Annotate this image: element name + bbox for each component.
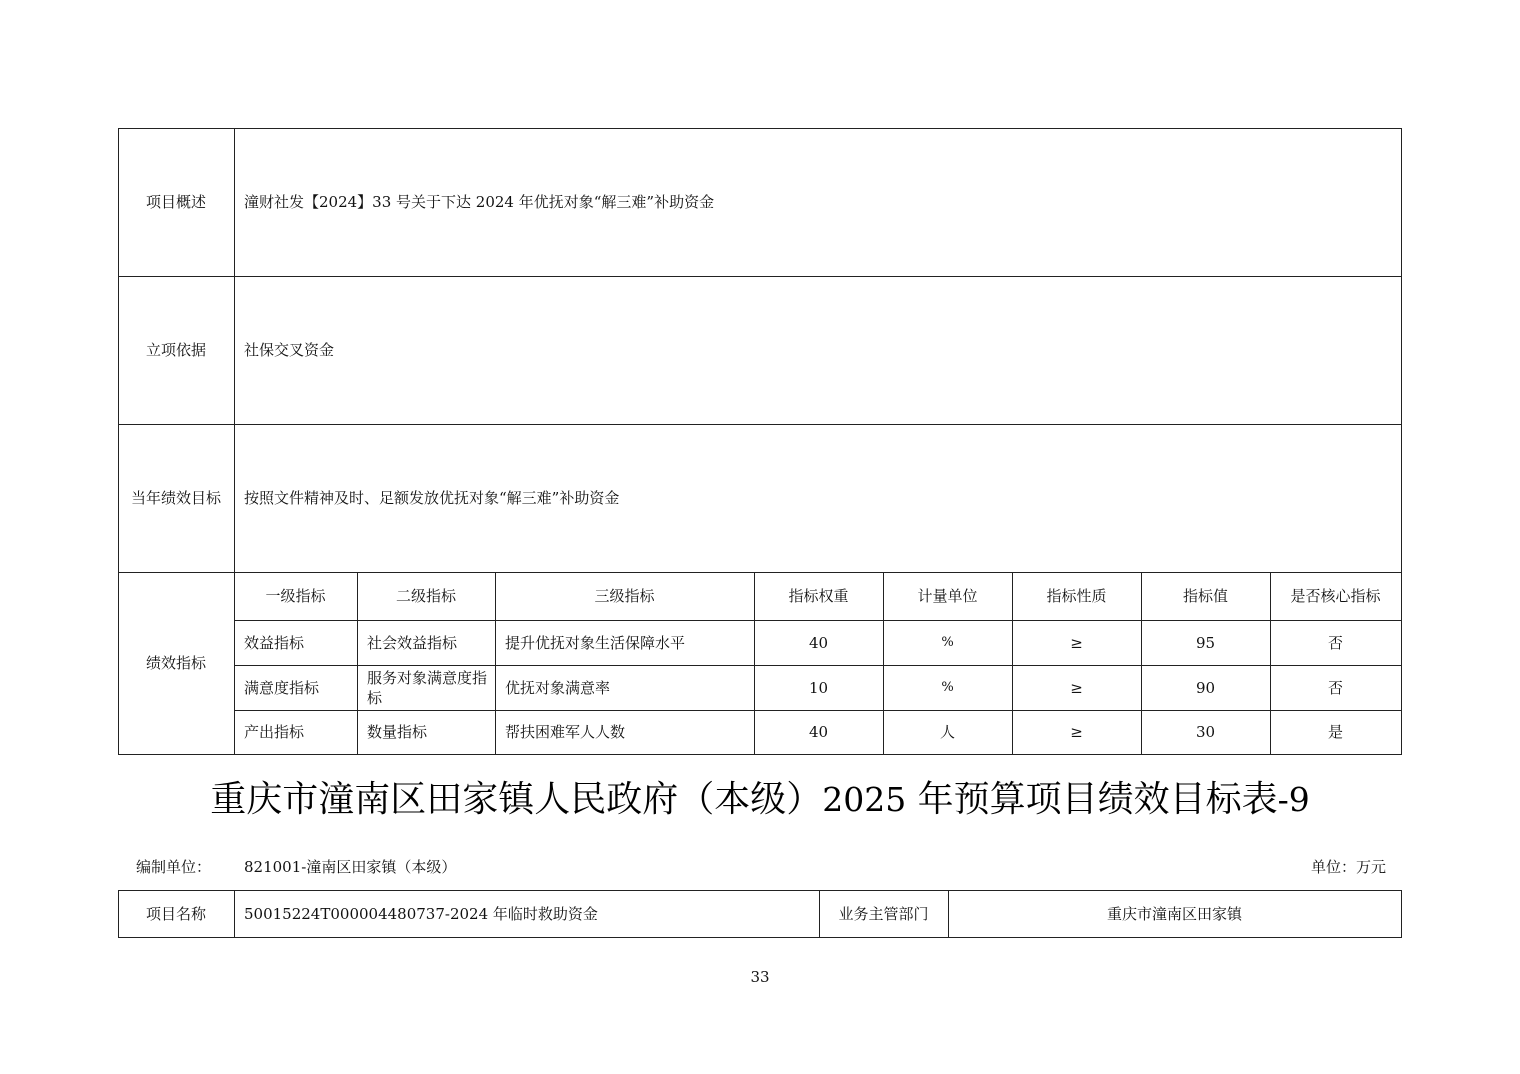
header-cell: 指标性质	[1046, 587, 1107, 605]
table-cell: 否	[1327, 633, 1343, 652]
table-cell: ≥	[1070, 723, 1083, 741]
grid-line	[1401, 128, 1402, 755]
table-cell: 否	[1327, 678, 1343, 697]
perf-label: 绩效指标	[145, 654, 206, 672]
header-cell: 是否核心指标	[1290, 587, 1381, 605]
table-cell: ≥	[1070, 633, 1083, 652]
table-cell: 是	[1327, 723, 1343, 741]
header-cell: 二级指标	[395, 587, 456, 605]
header-cell: 三级指标	[594, 587, 655, 605]
grid-line	[118, 937, 1402, 938]
table-cell: 30	[1195, 723, 1216, 741]
unit-label: 编制单位：	[136, 858, 212, 876]
table-cell: ≥	[1070, 678, 1083, 697]
table-cell: 提升优抚对象生活保障水平	[505, 633, 686, 652]
dept-label: 业务主管部门	[838, 904, 929, 923]
dept-value: 重庆市潼南区田家镇	[1106, 904, 1242, 923]
table-cell: 产出指标	[244, 723, 305, 741]
table-cell: 数量指标	[367, 723, 428, 741]
basis-value: 社保交叉资金	[244, 341, 335, 359]
money-unit: 单位：万元	[1311, 858, 1387, 876]
overview-value: 潼财社发【2024】33 号关于下达 2024 年优抚对象“解三难”补助资金	[244, 193, 715, 211]
table-cell: 90	[1195, 678, 1216, 697]
project-name-label: 项目名称	[145, 904, 206, 923]
header-cell: 指标权重	[788, 587, 849, 605]
title-number: -9	[1277, 780, 1310, 819]
goal-value: 按照文件精神及时、足额发放优抚对象“解三难”补助资金	[244, 489, 620, 507]
table-cell: 10	[808, 678, 829, 697]
table-cell: %	[941, 634, 954, 650]
table-cell: 社会效益指标	[367, 633, 458, 652]
table-cell: 效益指标	[244, 633, 305, 652]
title-year: 2025	[822, 780, 907, 819]
table-cell: 人	[939, 723, 955, 741]
table-cell: 帮扶困难军人人数	[505, 723, 626, 741]
overview-label: 项目概述	[145, 193, 206, 211]
grid-line	[118, 754, 1402, 755]
title-suffix: 年预算项目绩效目标表	[906, 779, 1278, 820]
table-cell: 40	[808, 633, 829, 652]
header-cell: 计量单位	[917, 587, 978, 605]
table-cell: 40	[808, 723, 829, 741]
basis-label: 立项依据	[145, 341, 206, 359]
header-cell: 一级指标	[265, 587, 326, 605]
title-main: 重庆市潼南区田家镇人民政府（本级）	[210, 779, 823, 820]
page-number: 33	[750, 968, 770, 986]
goal-label: 当年绩效目标	[130, 489, 221, 507]
project-name-value: 50015224T000004480737-2024 年临时救助资金	[244, 904, 598, 923]
table-cell: 95	[1195, 633, 1216, 652]
table-cell: 服务对象满意度指标	[367, 668, 488, 707]
table-cell: 优抚对象满意率	[505, 678, 611, 697]
table-cell: 满意度指标	[244, 678, 320, 697]
grid-line	[1401, 890, 1402, 938]
header-cell: 指标值	[1182, 587, 1228, 605]
unit-value: 821001-潼南区田家镇（本级）	[244, 858, 457, 876]
table-cell: %	[941, 679, 954, 695]
page-title	[0, 772, 1520, 828]
